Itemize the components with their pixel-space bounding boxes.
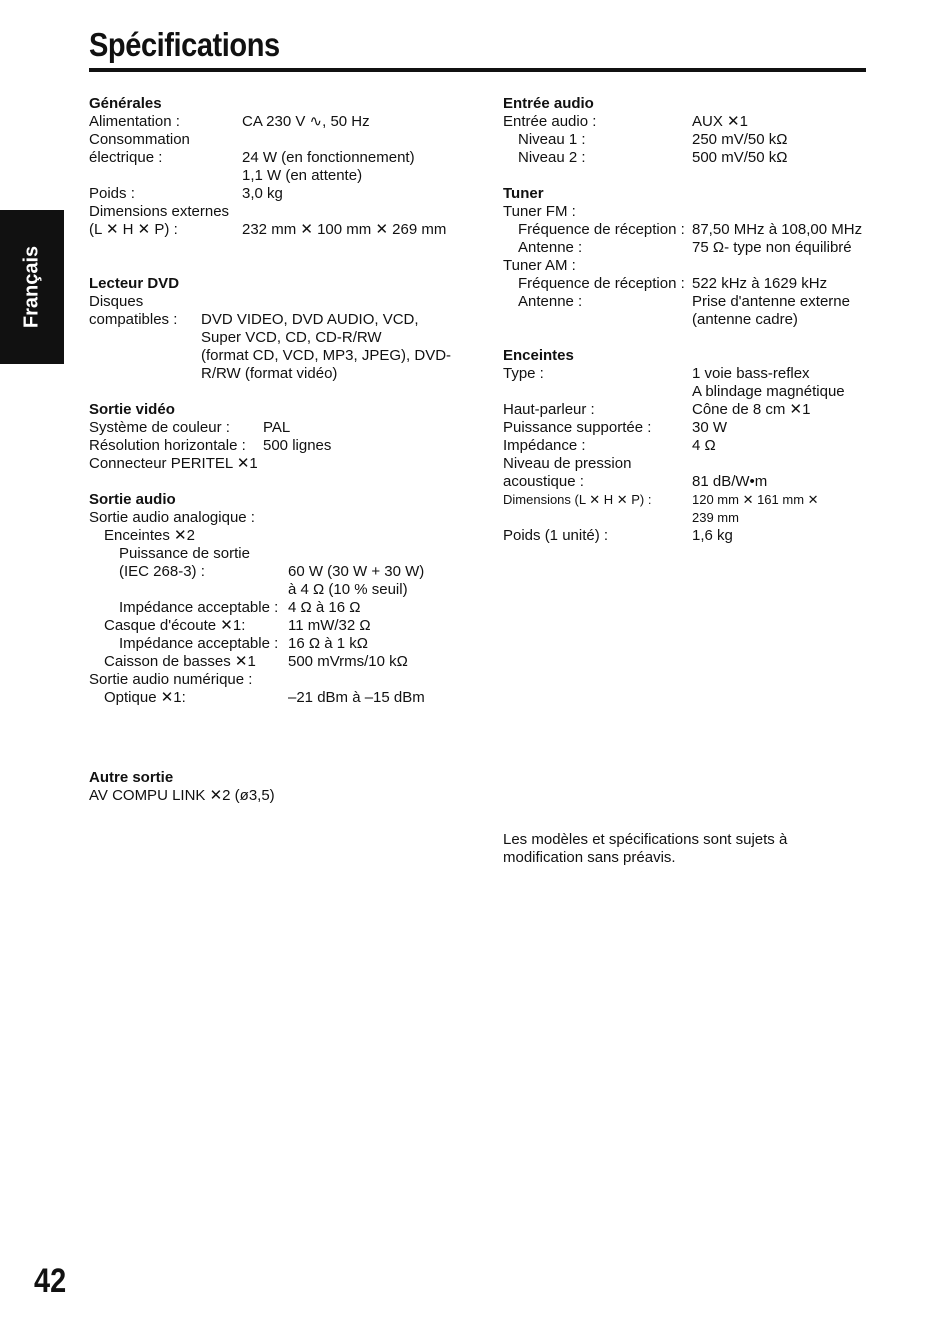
- spec-label: Puissance de sortie: [119, 545, 250, 562]
- spec-row: [89, 581, 469, 599]
- spec-label: Niveau 2 :: [518, 149, 586, 166]
- section-title: Tuner: [503, 185, 544, 202]
- spec-value: 1,6 kg: [692, 527, 733, 544]
- section-title: Sortie vidéo: [89, 401, 175, 418]
- section-sortie-video: [89, 401, 469, 473]
- spec-row: [89, 787, 469, 805]
- spec-row: [503, 491, 873, 509]
- spec-label: AV COMPU LINK ✕2 (ø3,5): [89, 787, 275, 804]
- spec-value: 120 mm ✕ 161 mm ✕: [692, 492, 819, 507]
- spec-label: Optique ✕1:: [104, 689, 186, 706]
- spec-row: [503, 509, 873, 527]
- spec-row: [89, 419, 469, 437]
- spec-value: 1 voie bass-reflex: [692, 365, 810, 382]
- spec-label: Sortie audio analogique :: [89, 509, 255, 526]
- spec-label: Fréquence de réception :: [518, 221, 685, 238]
- spec-row: [89, 131, 469, 149]
- title-rule: [89, 68, 866, 72]
- spec-row: [89, 635, 469, 653]
- section-title: Enceintes: [503, 347, 574, 364]
- spec-value: 500 mVrms/10 kΩ: [288, 653, 408, 670]
- spec-label: (IEC 268-3) :: [119, 563, 205, 580]
- spec-label: Disques: [89, 293, 144, 310]
- spec-label: électrique :: [89, 149, 163, 166]
- spec-value: 4 Ω: [692, 437, 716, 454]
- spec-label: Dimensions externes: [89, 203, 230, 220]
- spec-row: [89, 311, 469, 329]
- spec-value: 232 mm ✕ 100 mm ✕ 269 mm: [242, 221, 447, 238]
- spec-label: Consommation: [89, 131, 190, 148]
- spec-row: [89, 563, 469, 581]
- left-column: [89, 93, 469, 805]
- section-title: Entrée audio: [503, 95, 594, 112]
- spec-value: 522 kHz à 1629 kHz: [692, 275, 828, 292]
- spec-row: [89, 689, 469, 707]
- spec-row: [89, 617, 469, 635]
- spec-label: Tuner AM :: [503, 257, 576, 274]
- footnote: [503, 831, 833, 867]
- spec-label: Antenne :: [518, 239, 583, 256]
- spec-label: Fréquence de réception :: [518, 275, 685, 292]
- section-entree-audio: [503, 95, 873, 167]
- spec-row: [503, 149, 873, 167]
- page-title: Spécifications: [89, 26, 280, 63]
- spec-row: [503, 527, 873, 545]
- spec-value: 81 dB/W•m: [692, 473, 768, 490]
- spec-label: Impédance acceptable :: [119, 635, 279, 652]
- spec-value: 500 lignes: [263, 437, 332, 454]
- spec-label: Résolution horizontale :: [89, 437, 246, 454]
- spec-value: 239 mm: [692, 510, 739, 525]
- spec-row: [503, 311, 873, 329]
- spec-label: compatibles :: [89, 311, 178, 328]
- section-tuner: [503, 185, 873, 329]
- spec-row: [89, 599, 469, 617]
- spec-value: 3,0 kg: [242, 185, 283, 202]
- spec-row: [89, 167, 469, 185]
- spec-value: 11 mW/32 Ω: [288, 617, 371, 634]
- spec-row: [503, 365, 873, 383]
- page-number: 42: [34, 1262, 67, 1300]
- spec-label: Poids (1 unité) :: [503, 527, 609, 544]
- spec-row: [89, 365, 469, 383]
- spec-row: [89, 221, 469, 239]
- section-autre-sortie: [89, 769, 469, 805]
- spec-row: [503, 275, 873, 293]
- spec-row: [89, 455, 469, 473]
- spec-row: [503, 221, 873, 239]
- spec-value: (antenne cadre): [692, 311, 798, 328]
- right-column: [503, 93, 873, 545]
- spec-row: [89, 149, 469, 167]
- section-enceintes: [503, 347, 873, 545]
- spec-label: Puissance supportée :: [503, 419, 652, 436]
- section-generales: [89, 95, 469, 257]
- spec-row: [89, 329, 469, 347]
- spec-label: Enceintes ✕2: [104, 527, 195, 544]
- spec-value: 4 Ω à 16 Ω: [288, 599, 361, 616]
- spec-value: 16 Ω à 1 kΩ: [288, 635, 368, 652]
- section-title: Générales: [89, 95, 162, 112]
- spec-row: [503, 239, 873, 257]
- spec-value: 250 mV/50 kΩ: [692, 131, 788, 148]
- spec-row: [503, 257, 873, 275]
- spec-row: [503, 473, 873, 491]
- section-title: Lecteur DVD: [89, 275, 180, 292]
- spec-row: [89, 509, 469, 527]
- spec-row: [89, 527, 469, 545]
- spec-value: AUX ✕1: [692, 113, 748, 130]
- spec-label: Tuner FM :: [503, 203, 576, 220]
- spec-row: [503, 455, 873, 473]
- spec-label: Impédance acceptable :: [119, 599, 279, 616]
- spec-label: acoustique :: [503, 473, 584, 490]
- spec-label: (L ✕ H ✕ P) :: [89, 221, 178, 238]
- spec-label: Entrée audio :: [503, 113, 597, 130]
- spec-label: Alimentation :: [89, 113, 180, 130]
- spec-value: PAL: [263, 419, 291, 436]
- spec-row: [89, 653, 469, 671]
- spec-label: Impédance :: [503, 437, 586, 454]
- spec-label: Niveau de pression: [503, 455, 632, 472]
- section-lecteur-dvd: [89, 275, 469, 383]
- spec-label: Caisson de basses ✕1: [104, 653, 256, 670]
- section-sortie-audio: [89, 491, 469, 707]
- section-title: Sortie audio: [89, 491, 176, 508]
- spec-value: 30 W: [692, 419, 728, 436]
- spec-value: CA 230 V ∿, 50 Hz: [242, 113, 370, 130]
- spec-label: Niveau 1 :: [518, 131, 586, 148]
- spec-value: DVD VIDEO, DVD AUDIO, VCD,: [201, 311, 419, 328]
- spec-row: [503, 437, 873, 455]
- spec-row: [503, 113, 873, 131]
- spec-row: [503, 203, 873, 221]
- footnote-line-1: Les modèles et spécifications sont sujets à: [503, 831, 788, 848]
- spec-row: [503, 293, 873, 311]
- language-tab-label: Français: [20, 245, 43, 329]
- spec-value: 1,1 W (en attente): [242, 167, 363, 184]
- spec-value: Super VCD, CD, CD-R/RW: [201, 329, 382, 346]
- spec-value: 60 W (30 W + 30 W): [288, 563, 425, 580]
- spec-row: [89, 671, 469, 689]
- section-title: Autre sortie: [89, 769, 174, 786]
- spec-value: 24 W (en fonctionnement): [242, 149, 415, 166]
- spec-value: à 4 Ω (10 % seuil): [288, 581, 408, 598]
- spec-label: Poids :: [89, 185, 135, 202]
- spec-row: [89, 437, 469, 455]
- spec-value: A blindage magnétique: [692, 383, 845, 400]
- spec-row: [503, 419, 873, 437]
- spec-label: Connecteur PERITEL ✕1: [89, 455, 258, 472]
- spec-row: [89, 113, 469, 131]
- spec-label: Antenne :: [518, 293, 583, 310]
- spec-label: Dimensions (L ✕ H ✕ P) :: [503, 492, 652, 507]
- spec-row: [89, 185, 469, 203]
- spec-value: (format CD, VCD, MP3, JPEG), DVD-: [201, 347, 452, 364]
- spec-value: 87,50 MHz à 108,00 MHz: [692, 221, 863, 238]
- spec-label: Système de couleur :: [89, 419, 230, 436]
- spec-label: Haut-parleur :: [503, 401, 595, 418]
- spec-row: [503, 383, 873, 401]
- footnote-line-2: modification sans préavis.: [503, 849, 676, 866]
- spec-value: 500 mV/50 kΩ: [692, 149, 788, 166]
- spec-label: Sortie audio numérique :: [89, 671, 253, 688]
- language-tab: [0, 210, 64, 364]
- spec-row: [89, 347, 469, 365]
- spec-label: Casque d'écoute ✕1:: [104, 617, 246, 634]
- spec-value: Prise d'antenne externe: [692, 293, 850, 310]
- spec-value: –21 dBm à –15 dBm: [288, 689, 425, 706]
- spec-value: R/RW (format vidéo): [201, 365, 338, 382]
- spec-row: [89, 545, 469, 563]
- spec-row: [89, 203, 469, 221]
- spec-value: Cône de 8 cm ✕1: [692, 401, 811, 418]
- spec-row: [503, 401, 873, 419]
- spec-value: 75 Ω- type non équilibré: [692, 239, 852, 256]
- spec-label: Type :: [503, 365, 544, 382]
- spec-row: [503, 131, 873, 149]
- spec-row: [89, 293, 469, 311]
